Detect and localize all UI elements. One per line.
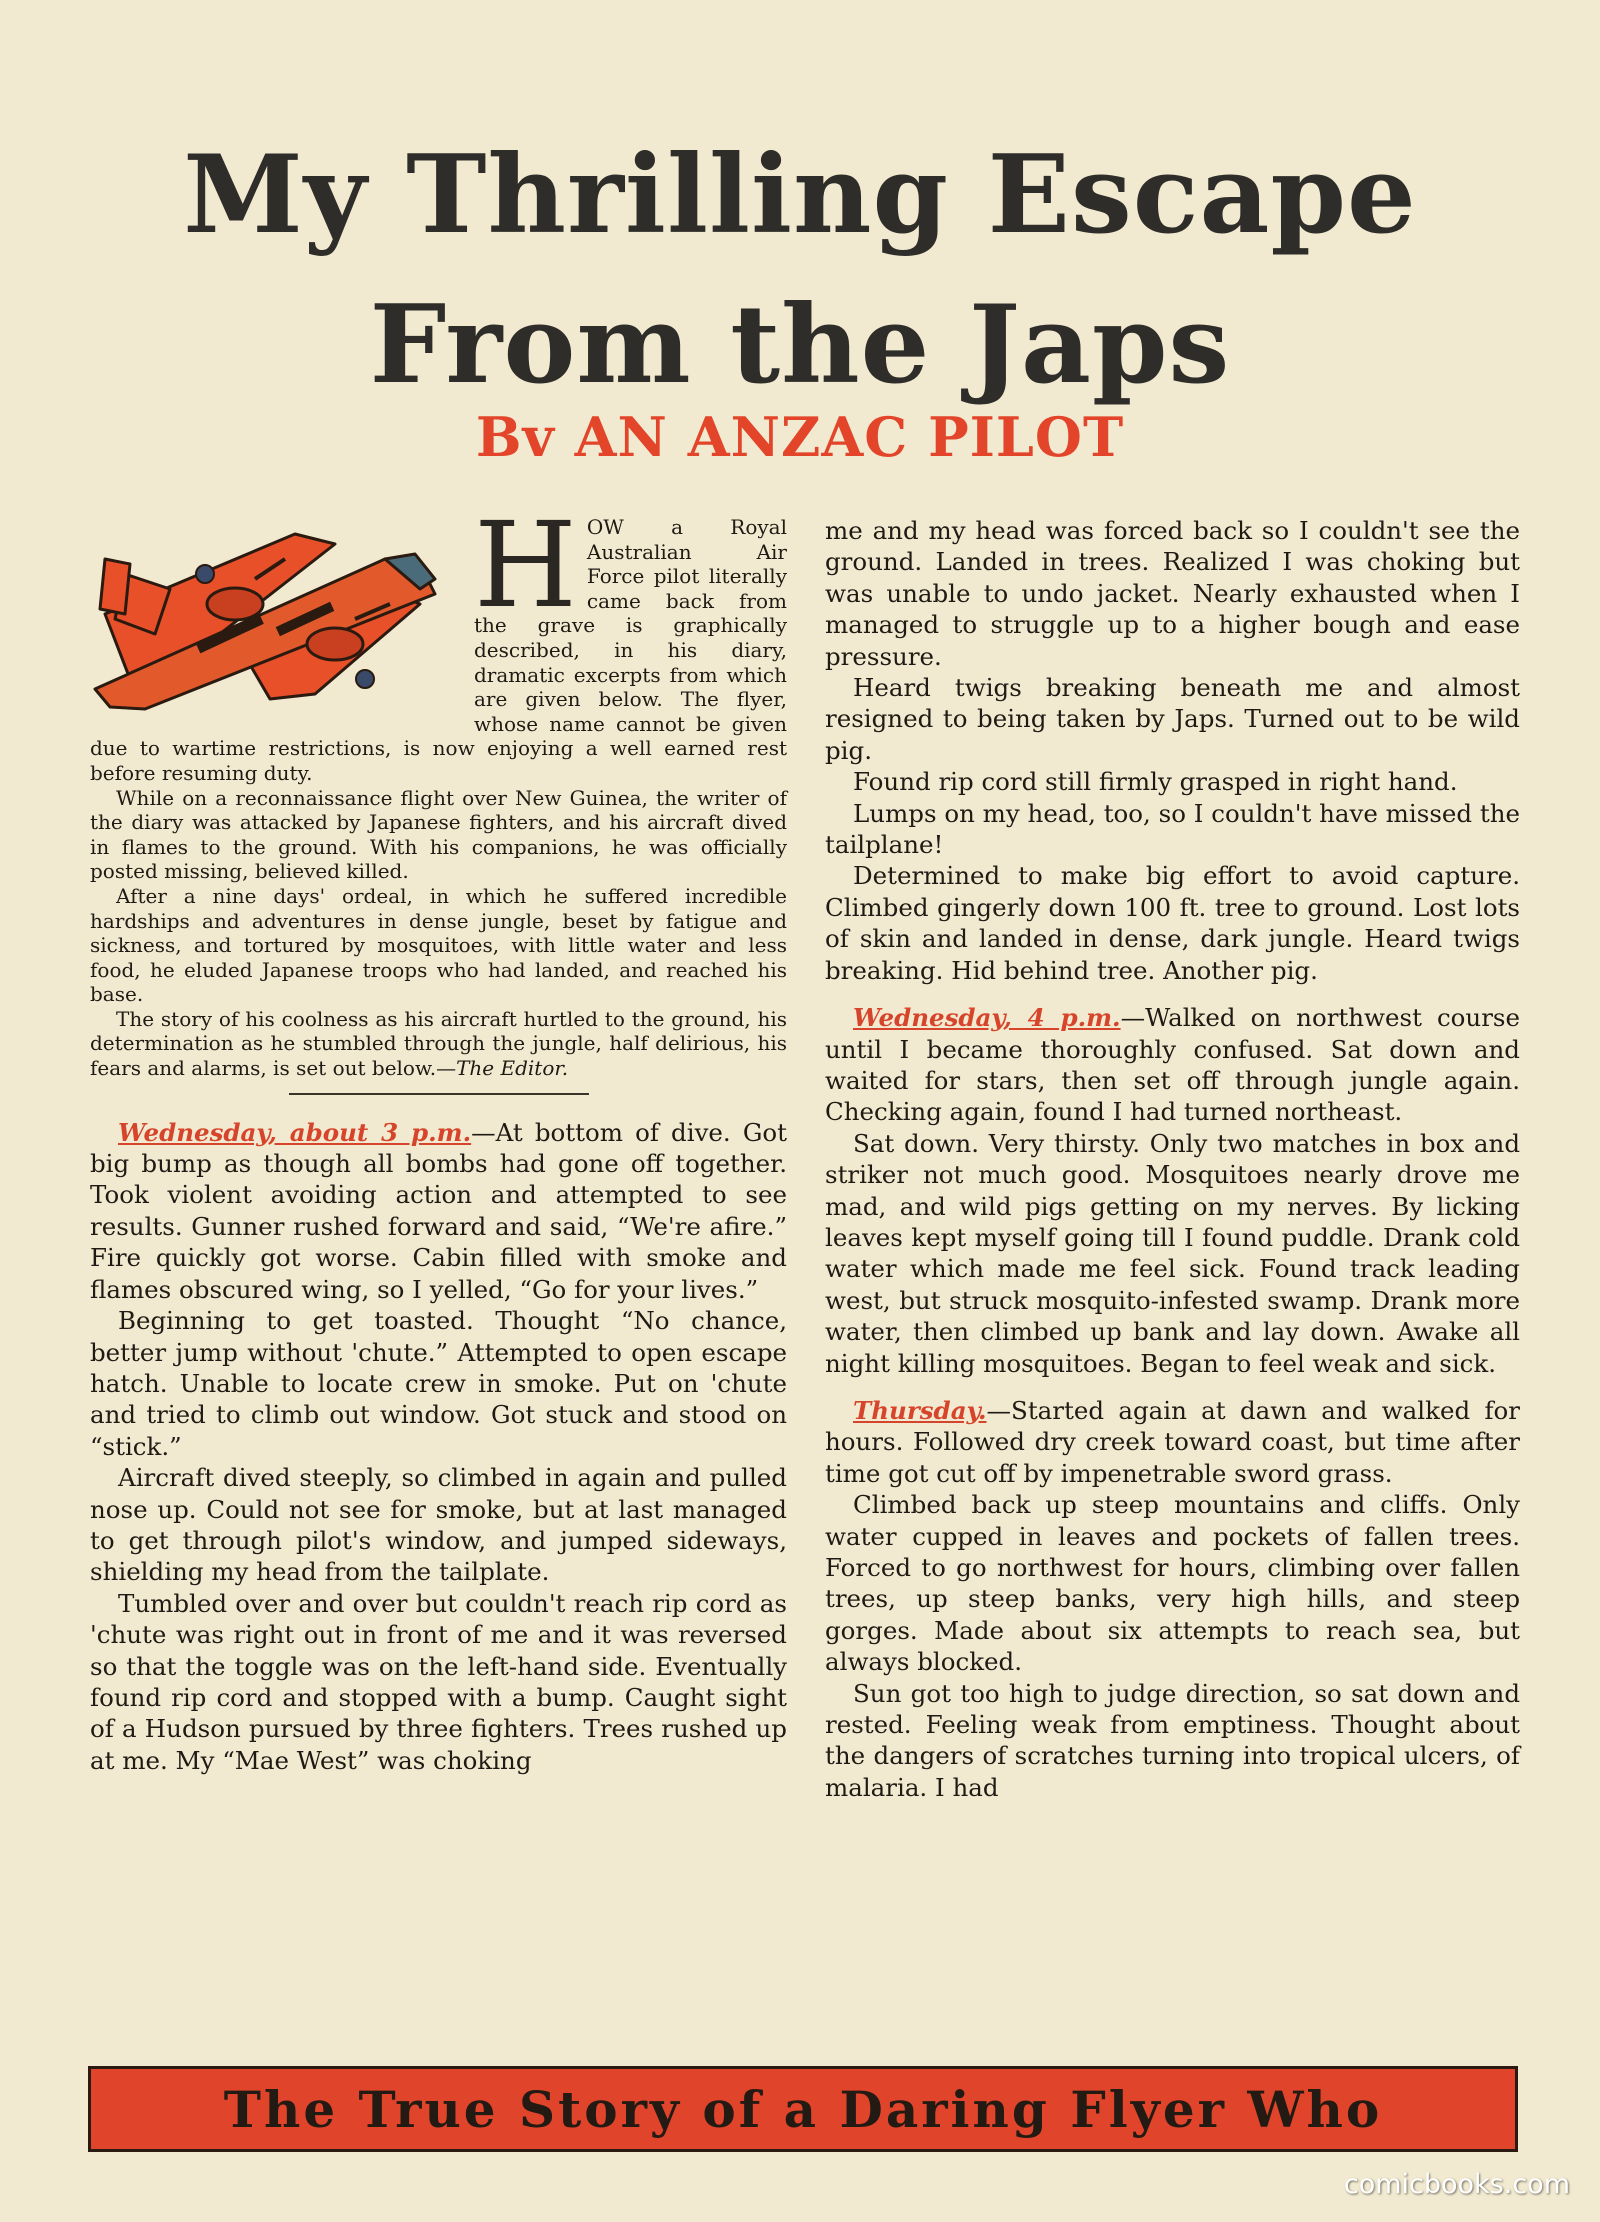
diary-paragraph-13: Climbed back up steep mountains and cliffs. Only water cupped in leaves and pockets of fallen trees. Forced to go northwest for hours, climbing over fallen trees, up steep banks, very high hills, and steep gorges. Made about six attempts to reach sea, but always blocked. <box>825 1490 1520 1677</box>
diary-paragraph-5: me and my head was forced back so I couldn't see the ground. Landed in trees. Realized I was choking but was unable to undo jacket. Nearly exhausted when I managed to struggle up to a higher bough and ease pressure. <box>825 516 1520 671</box>
banner-text: The True Story of a Daring Flyer Who <box>223 2079 1383 2139</box>
intro-divider <box>289 1093 589 1095</box>
intro-paragraph-3: After a nine days' ordeal, in which he suffered incredible hardships and adventures in dense jungle, beset by fatigue and sickness, and tortured by mosquitoes, with little water and less food, he eluded Japanese troops who had landed, and reached his base. <box>90 883 787 1007</box>
diary-entry-1: —At bottom of dive. Got big bump as though all bombs had gone off together. Took violent avoiding action and attempted to see results. Gunner rushed forward and said, “We're afire.” Fire quickly got worse. Cabin filled with smoke and flames obscured wing, so I yelled, “Go for your lives.” <box>90 1117 787 1304</box>
article-headline <box>60 120 1540 420</box>
editor-intro <box>90 496 787 1081</box>
site-watermark: comicbooks.com <box>1343 2169 1570 2200</box>
bomber-illustration <box>85 519 460 719</box>
article-byline: Bv AN ANZAC PILOT <box>475 405 1125 469</box>
continuation-banner <box>88 2066 1518 2152</box>
intro-paragraph-1: OW a Royal Australian Air Force pilot literally came back from the grave is graphically described, in his diary, dramatic excerpts from which are given below. The flyer, whose name cannot be given due to wartime restrictions, is now enjoying a well earned rest before resuming duty. <box>90 515 787 785</box>
diary-paragraph-2: Beginning to get toasted. Thought “No chance, better jump without 'chute.” Attempted to open escape hatch. Unable to locate crew in smoke. Put on 'chute and tried to climb out window. Got stuck and stood on “stick.” <box>90 1306 787 1461</box>
diary-paragraph-14: Sun got too high to judge direction, so sat down and rested. Feeling weak from emptiness. Thought about the dangers of scratches turning into tropical ulcers, of malaria. I had <box>825 1678 1520 1802</box>
intro-paragraph-2: While on a reconnaissance flight over New Guinea, the writer of the diary was attacked by Japanese fighters, and his aircraft dived in flames to the ground. With his companions, he was officially posted missing, believed killed. <box>90 785 787 884</box>
editor-signature: The Editor. <box>456 1056 569 1081</box>
diary-entry-3: —Started again at dawn and walked for hours. Followed dry creek toward coast, but time after time got cut off by impenetrable sword grass. <box>825 1395 1520 1488</box>
diary-paragraph-3: Aircraft dived steeply, so climbed in again and pulled nose up. Could not see for smoke, but at last managed to get through pilot's window, and jumped sideways, shielding my head from the tailplate. <box>90 1463 787 1587</box>
dateline-thursday: Thursday. <box>853 1395 987 1425</box>
headline-line-1: My Thrilling Escape <box>183 132 1417 258</box>
right-column <box>825 515 1520 1803</box>
left-column <box>90 496 787 1776</box>
dateline-wednesday-3pm: Wednesday, about 3 p.m. <box>118 1117 472 1147</box>
drop-cap: H <box>474 496 577 634</box>
diary-entry-2: —Walked on northwest course until I became thoroughly confused. Sat down and waited for stars, then set off through jungle again. Checking again, found I had turned northeast. <box>825 1003 1520 1127</box>
diary-paragraph-11: Sat down. Very thirsty. Only two matches in box and striker not much good. Mosquitoes nearly drove me mad, and wild pigs getting on my nerves. By licking leaves kept myself going till I found puddle. Drank cold water which made me feel sick. Found track leading west, but struck mosquito-infested swamp. Drank more water, then climbed up bank and lay down. Awake all night killing mosquitoes. Began to feel weak and sick. <box>825 1128 1520 1378</box>
headline-line-2: From the Japs <box>369 282 1231 408</box>
dateline-wednesday-4pm: Wednesday, 4 p.m. <box>853 1003 1121 1033</box>
diary-paragraph-7: Found rip cord still firmly grasped in right hand. <box>853 767 1458 797</box>
diary-paragraph-4: Tumbled over and over but couldn't reach rip cord as 'chute was right out in front of me and it was reversed so that the toggle was on the left-hand side. Eventually found rip cord and stopped with a bump. Caught sight of a Hudson pursued by three fighters. Trees rushed up at me. My “Mae West” was choking <box>90 1588 787 1775</box>
diary-paragraph-6: Heard twigs breaking beneath me and almost resigned to being taken by Japs. Turned out to be wild pig. <box>825 673 1520 765</box>
diary-paragraph-9: Determined to make big effort to avoid capture. Climbed gingerly down 100 ft. tree to ground. Lost lots of skin and landed in dense, dark jungle. Heard twigs breaking. Hid behind tree. Another pig. <box>825 861 1520 985</box>
diary-paragraph-8: Lumps on my head, too, so I couldn't have missed the tailplane! <box>825 798 1520 860</box>
intro-paragraph-4: The story of his coolness as his aircraft hurtled to the ground, his determination as he stumbled through the jungle, half delirious, his fears and alarms, is set out below.— <box>90 1006 787 1081</box>
